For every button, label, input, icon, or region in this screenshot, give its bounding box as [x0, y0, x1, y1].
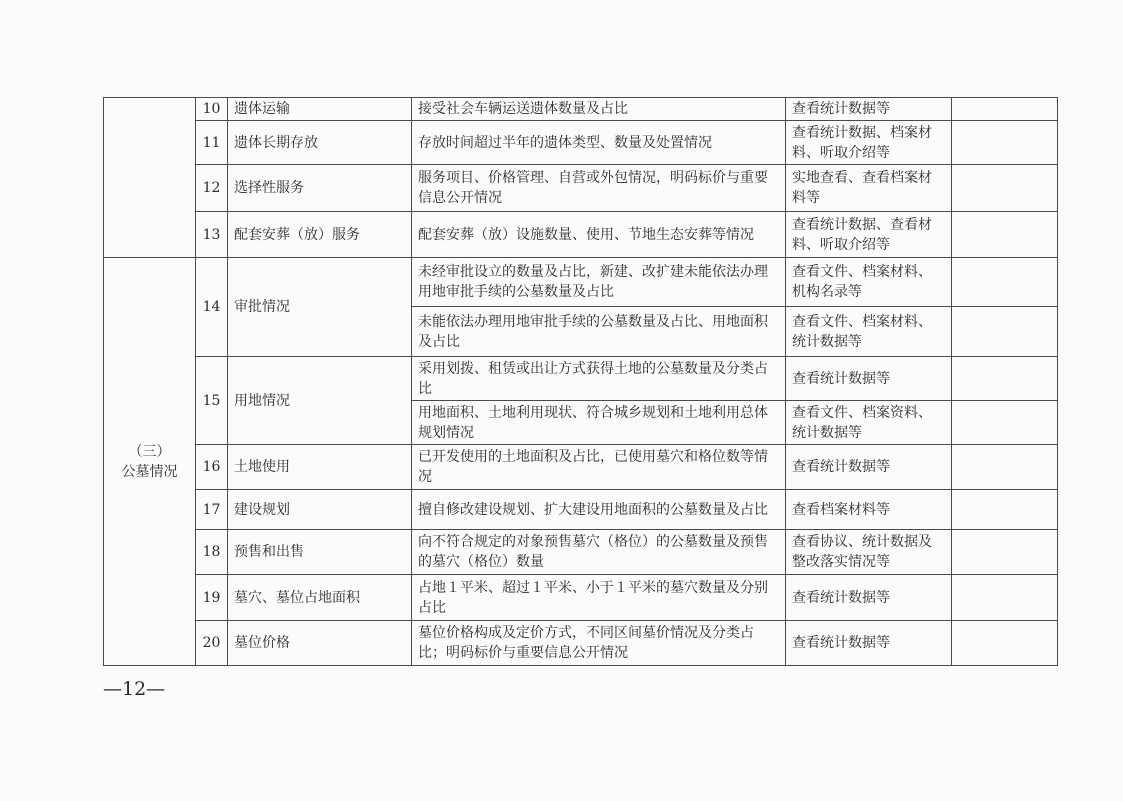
note-cell	[952, 307, 1058, 357]
item-name: 墓位价格	[228, 621, 412, 666]
page-number: —12—	[103, 678, 166, 700]
table-row	[104, 621, 1058, 666]
row-number: 17	[196, 490, 228, 530]
row-number: 18	[196, 530, 228, 575]
note-cell	[952, 575, 1058, 621]
note-cell	[952, 98, 1058, 121]
note-cell	[952, 401, 1058, 445]
note-cell	[952, 121, 1058, 165]
item-name: 配套安葬（放）服务	[228, 212, 412, 258]
table-row	[104, 490, 1058, 530]
note-cell	[952, 212, 1058, 258]
row-number: 16	[196, 445, 228, 490]
item-name: 建设规划	[228, 490, 412, 530]
item-name: 遗体运输	[228, 98, 412, 121]
table-row	[104, 357, 1058, 401]
item-name: 墓穴、墓位占地面积	[228, 575, 412, 621]
check-content: 擅自修改建设规划、扩大建设用地面积的公墓数量及占比	[412, 490, 786, 530]
row-number: 12	[196, 165, 228, 212]
note-cell	[952, 165, 1058, 212]
check-method: 查看统计数据等	[786, 621, 952, 666]
check-method: 查看统计数据、查看材料、听取介绍等	[786, 212, 952, 258]
check-content: 配套安葬（放）设施数量、使用、节地生态安葬等情况	[412, 212, 786, 258]
item-name: 土地使用	[228, 445, 412, 490]
check-method: 查看档案材料等	[786, 490, 952, 530]
section-label-number: （三）	[128, 443, 171, 460]
check-content: 占地１平米、超过１平米、小于１平米的墓穴数量及分别占比	[412, 575, 786, 621]
check-content: 未能依法办理用地审批手续的公墓数量及占比、用地面积及占比	[412, 307, 786, 357]
inspection-table	[103, 97, 1058, 666]
note-cell	[952, 258, 1058, 307]
check-content: 服务项目、价格管理、自营或外包情况，明码标价与重要信息公开情况	[412, 165, 786, 212]
table-row	[104, 165, 1058, 212]
row-number: 14	[196, 258, 228, 357]
item-name: 审批情况	[228, 258, 412, 357]
table-row	[104, 575, 1058, 621]
item-name: 预售和出售	[228, 530, 412, 575]
check-content: 墓位价格构成及定价方式，不同区间墓价情况及分类占比；明码标价与重要信息公开情况	[412, 621, 786, 666]
table-row	[104, 121, 1058, 165]
table-row	[104, 445, 1058, 490]
check-content: 已开发使用的土地面积及占比，已使用墓穴和格位数等情况	[412, 445, 786, 490]
table-row	[104, 530, 1058, 575]
check-method: 查看统计数据等	[786, 98, 952, 121]
check-method: 查看统计数据等	[786, 357, 952, 401]
check-method: 查看统计数据等	[786, 445, 952, 490]
check-method: 查看统计数据等	[786, 575, 952, 621]
check-method: 查看文件、档案资料、统计数据等	[786, 401, 952, 445]
check-content: 采用划拨、租赁或出让方式获得土地的公墓数量及分类占比	[412, 357, 786, 401]
table-row	[104, 212, 1058, 258]
check-method: 查看文件、档案材料、机构名录等	[786, 258, 952, 307]
section-cell-previous	[104, 98, 196, 258]
check-content: 用地面积、土地利用现状、符合城乡规划和土地利用总体规划情况	[412, 401, 786, 445]
check-content: 存放时间超过半年的遗体类型、数量及处置情况	[412, 121, 786, 165]
item-name: 选择性服务	[228, 165, 412, 212]
note-cell	[952, 490, 1058, 530]
note-cell	[952, 357, 1058, 401]
note-cell	[952, 621, 1058, 666]
item-name: 用地情况	[228, 357, 412, 445]
row-number: 19	[196, 575, 228, 621]
table-row	[104, 258, 1058, 307]
check-method: 查看统计数据、档案材料、听取介绍等	[786, 121, 952, 165]
check-method: 实地查看、查看档案材料等	[786, 165, 952, 212]
check-method: 查看协议、统计数据及整改落实情况等	[786, 530, 952, 575]
check-content: 向不符合规定的对象预售墓穴（格位）的公墓数量及预售的墓穴（格位）数量	[412, 530, 786, 575]
check-content: 未经审批设立的数量及占比，新建、改扩建未能依法办理用地审批手续的公墓数量及占比	[412, 258, 786, 307]
row-number: 20	[196, 621, 228, 666]
section-label	[104, 258, 196, 666]
item-name: 遗体长期存放	[228, 121, 412, 165]
note-cell	[952, 445, 1058, 490]
row-number: 10	[196, 98, 228, 121]
check-content: 接受社会车辆运送遗体数量及占比	[412, 98, 786, 121]
table-row	[104, 98, 1058, 121]
check-method: 查看文件、档案材料、统计数据等	[786, 307, 952, 357]
note-cell	[952, 530, 1058, 575]
row-number: 15	[196, 357, 228, 445]
row-number: 13	[196, 212, 228, 258]
row-number: 11	[196, 121, 228, 165]
section-label-title: 公墓情况	[121, 463, 178, 480]
